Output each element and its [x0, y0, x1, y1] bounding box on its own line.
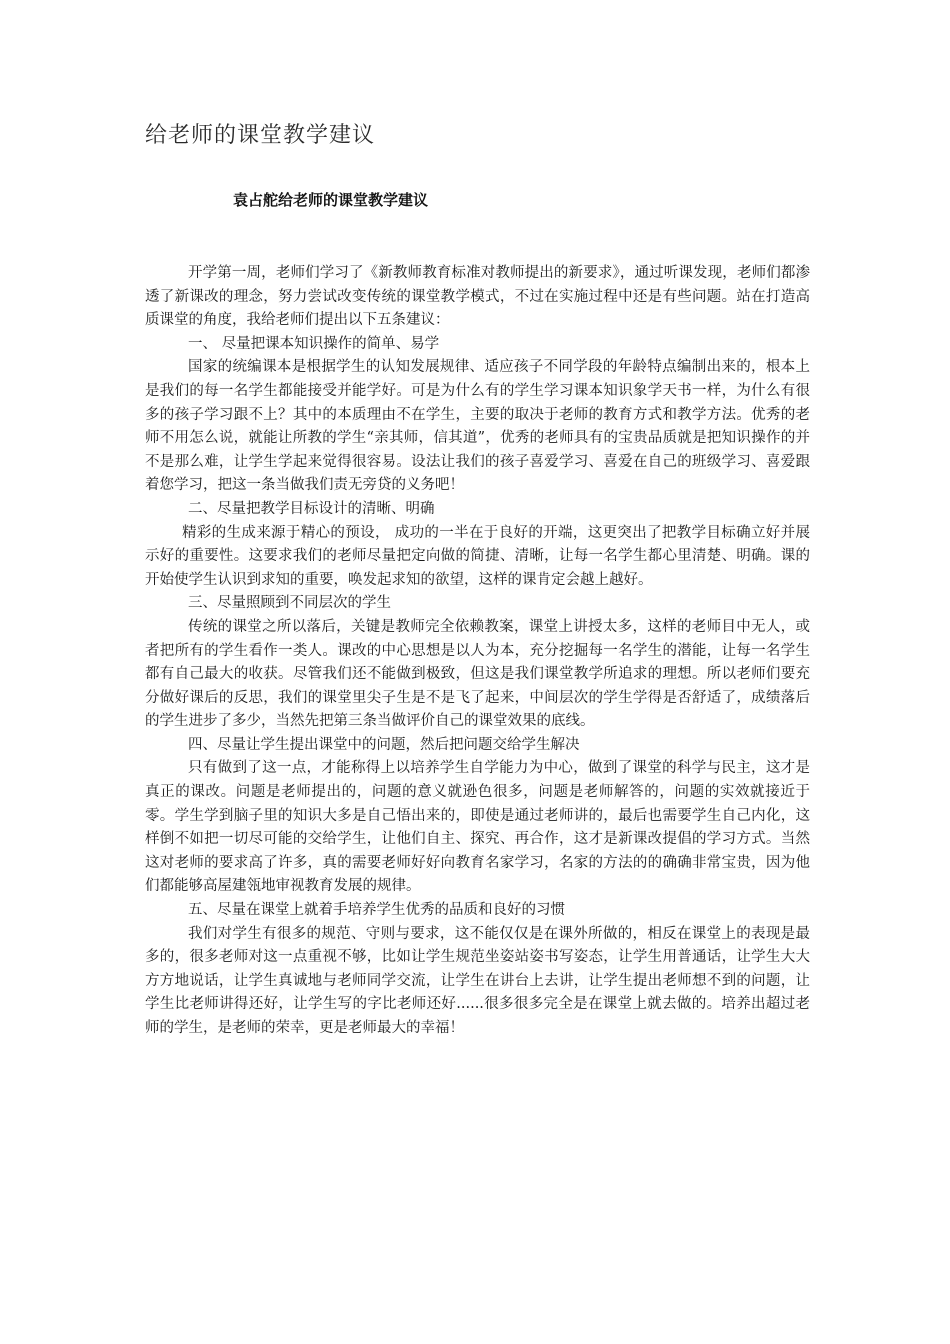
- section-paragraph-1: 国家的统编课本是根据学生的认知发展规律、适应孩子不同学段的年龄特点编制出来的，根本上是我们的每一名学生都能接受并能学好。可是为什么有的学生学习课本知识象学天书一样，为什么有很多的孩子学习跟不上？其中的本质理由不在学生，主要的取决于老师的教育方式和教学方法。优秀的老师不用怎么说，就能让所教的学生“亲其师，信其道”，优秀的老师具有的宝贵品质就是把知识操作的并不是那么难，让学生学起来觉得很容易。设法让我们的孩子喜爱学习、喜爱在自己的班级学习、喜爱跟着您学习，把这一条当做我们责无旁贷的义务吧！: [145, 359, 810, 494]
- section-paragraph-2: 精彩的生成来源于精心的预设， 成功的一半在于良好的开端，这更突出了把教学目标确立好并展示好的重要性。这要求我们的老师尽量把定向做的简捷、清晰，让每一名学生都心里清楚、明确。课的开始使学生认识到求知的重要，唤发起求知的欲望，这样的课肯定会越上越好。: [145, 524, 810, 588]
- section-paragraph-3: 传统的课堂之所以落后，关键是教师完全依赖教案，课堂上讲授太多，这样的老师目中无人，或者把所有的学生看作一类人。课改的中心思想是以人为本，充分挖掘每一名学生的潜能，让每一名学生都有自己最大的收获。尽管我们还不能做到极致，但这是我们课堂教学所追求的理想。所以老师们要充分做好课后的反思，我们的课堂里尖子生是不是飞了起来，中间层次的学生学得是否舒适了，成绩落后的学生进步了多少，当然先把第三条当做评价自己的课堂效果的底线。: [145, 618, 810, 730]
- section-paragraph-5: 我们对学生有很多的规范、守则与要求，这不能仅仅是在课外所做的，相反在课堂上的表现是最多的，很多老师对这一点重视不够，比如让学生规范坐姿站姿书写姿态，让学生用普通话，让学生大大方方地说话，让学生真诚地与老师同学交流，让学生在讲台上去讲，让学生提出老师想不到的问题，让学生比老师讲得还好，让学生写的字比老师还好......很多很多完全是在课堂上就去做的。培养出超过老师的学生，是老师的荣幸，更是老师最大的幸福！: [145, 925, 810, 1036]
- section-heading-4: 四、尽量让学生提出课堂中的问题，然后把问题交给学生解决: [188, 736, 580, 753]
- document-subtitle: 袁占舵给老师的课堂教学建议: [233, 191, 429, 209]
- section-heading-2: 二、尽量把教学目标设计的清晰、明确: [188, 500, 435, 517]
- document-title: 给老师的课堂教学建议: [145, 123, 376, 148]
- section-heading-1: 一、 尽量把课本知识操作的简单、易学: [188, 335, 440, 352]
- section-paragraph-4: 只有做到了这一点，才能称得上以培养学生自学能力为中心，做到了课堂的科学与民主，这才是真正的课改。问题是老师提出的，问题的意义就逊色很多，问题是老师解答的，问题的实效就接近于零。学生学到脑子里的知识大多是自己悟出来的，即使是通过老师讲的，最后也需要学生自己内化，这样倒不如把一切尽可能的交给学生，让他们自主、探究、再合作，这才是新课改提倡的学习方式。当然这对老师的要求高了许多，真的需要老师好好向教育名家学习，名家的方法的的确确非常宝贵，因为他们都能够高屋建瓴地审视教育发展的规律。: [145, 760, 810, 895]
- section-heading-3: 三、尽量照顾到不同层次的学生: [188, 595, 391, 612]
- section-heading-5: 五、尽量在课堂上就着手培养学生优秀的品质和良好的习惯: [188, 902, 565, 919]
- intro-paragraph: 开学第一周，老师们学习了《新教师教育标准对教师提出的新要求》，通过听课发现，老师们都渗透了新课改的理念，努力尝试改变传统的课堂教学模式，不过在实施过程中还是有些问题。站在打造高质课堂的角度，我给老师们提出以下五条建议：: [145, 265, 810, 329]
- document-body: [145, 262, 810, 1041]
